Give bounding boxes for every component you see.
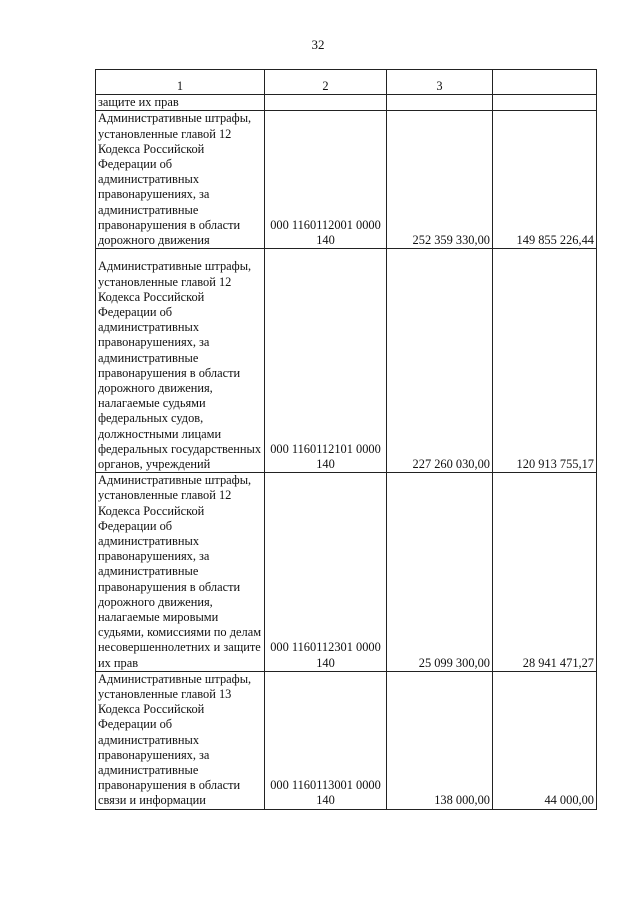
row-name-cell: Административные штрафы, установленные главой 12 Кодекса Российской Федерации об административных правонарушениях, за административные правонарушения в области дорожного движения, налагаемые судьями федеральных судов, должностными лицами федеральных государственных органов, учреждений bbox=[96, 249, 265, 473]
continuation-cell: защите их прав bbox=[96, 95, 265, 111]
table-row bbox=[96, 249, 597, 473]
header-cell-2: 2 bbox=[265, 70, 387, 95]
row-code-cell: 000 1160113001 0000 140 bbox=[265, 671, 387, 809]
page-number: 32 bbox=[311, 37, 325, 52]
row-col3-cell: 252 359 330,00 bbox=[387, 111, 493, 249]
row-col3-cell: 138 000,00 bbox=[387, 671, 493, 809]
row-code-cell: 000 1160112001 0000 140 bbox=[265, 111, 387, 249]
table-row bbox=[96, 111, 597, 249]
header-cell-1: 1 bbox=[96, 70, 265, 95]
row-col4-cell: 120 913 755,17 bbox=[493, 249, 597, 473]
row-name-cell: Административные штрафы, установленные главой 12 Кодекса Российской Федерации об административных правонарушениях, за административные правонарушения в области дорожного движения, налагаемые мировыми судьями, комиссиями по делам несовершеннолетних и защите их прав bbox=[96, 473, 265, 672]
empty-cell bbox=[387, 95, 493, 111]
row-col3-cell: 227 260 030,00 bbox=[387, 249, 493, 473]
row-col4-cell: 28 941 471,27 bbox=[493, 473, 597, 672]
continuation-row bbox=[96, 95, 597, 111]
table-header-row bbox=[96, 70, 597, 95]
row-name-cell: Административные штрафы, установленные главой 12 Кодекса Российской Федерации об административных правонарушениях, за административные правонарушения в области дорожного движения bbox=[96, 111, 265, 249]
row-col3-cell: 25 099 300,00 bbox=[387, 473, 493, 672]
row-name-cell: Административные штрафы, установленные главой 13 Кодекса Российской Федерации об административных правонарушениях, за административные правонарушения в области связи и информации bbox=[96, 671, 265, 809]
row-code-cell: 000 1160112301 0000 140 bbox=[265, 473, 387, 672]
empty-cell bbox=[493, 95, 597, 111]
header-cell-3: 3 bbox=[387, 70, 493, 95]
empty-cell bbox=[265, 95, 387, 111]
row-col4-cell: 149 855 226,44 bbox=[493, 111, 597, 249]
table-row bbox=[96, 671, 597, 809]
table-row bbox=[96, 473, 597, 672]
row-code-cell: 000 1160112101 0000 140 bbox=[265, 249, 387, 473]
revenue-table bbox=[95, 69, 597, 810]
row-col4-cell: 44 000,00 bbox=[493, 671, 597, 809]
header-cell-4 bbox=[493, 70, 597, 95]
